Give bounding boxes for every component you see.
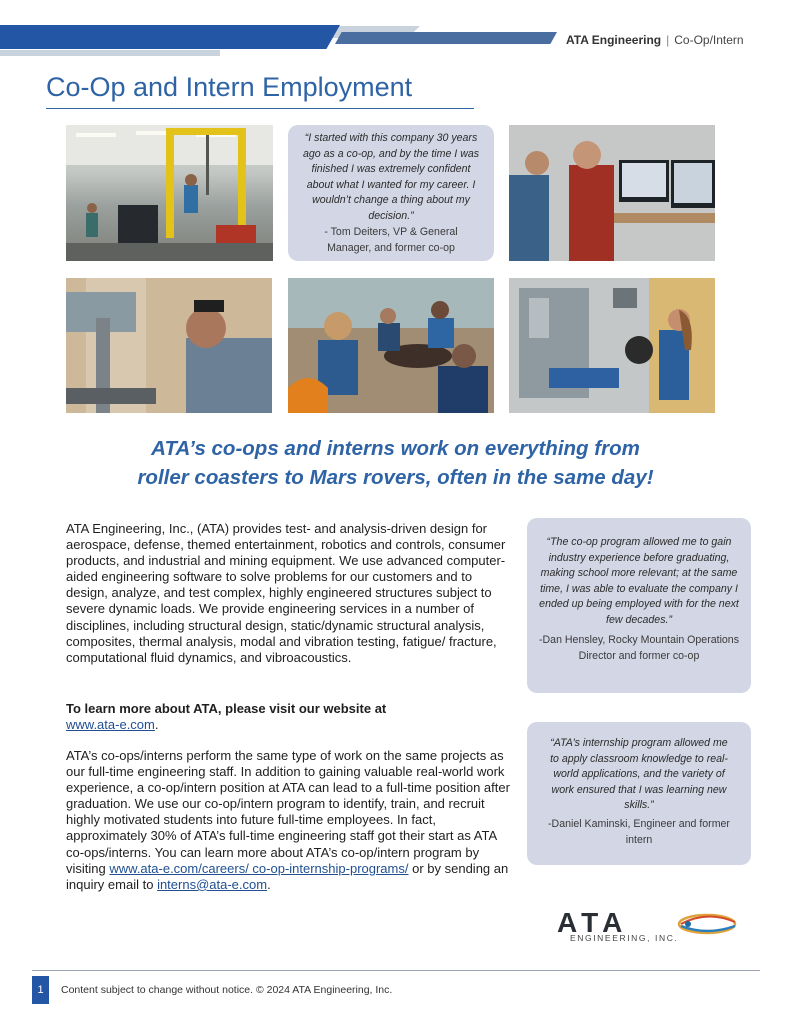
page-title: Co-Op and Intern Employment: [46, 72, 413, 102]
coop-paragraph-end: .: [267, 876, 271, 892]
learn-more-text: To learn more about ATA, please visit our website at: [66, 701, 387, 716]
header-stripe-bottom: [0, 50, 220, 56]
photo-engineer-drill: [66, 278, 272, 413]
photo-group-table-illustration: [288, 278, 494, 413]
careers-link[interactable]: www.ata-e.com/careers/ co-op-internship-programs/: [109, 860, 409, 876]
intro-paragraph: ATA Engineering, Inc., (ATA) provides test- and analysis-driven design for aerospace, defense, themed entertainment, robotics and controls, consumer products, and industrial and mining equipment. We use advanced computer-aided engineering software to solve problems for our customers and to design, analyze, and test complex, highly engineered structures subject to severe dynamic loads. We provide engineering services in a number of disciplines, including structural design, static/dynamic structural analysis, composites, thermal analysis, modal and vibration testing, fatigue/ fracture, computational fluid dynamics, and vibroacoustics.: [66, 521, 506, 665]
ata-logo-wordmark: ATA: [557, 908, 629, 938]
side-quote-2-text: “ATA’s internship program allowed me to apply classroom knowledge to real-world applications, and the variety of work ensured that I was learning new skills.”: [550, 737, 728, 812]
top-quote-text: “I started with this company 30 years ago as a co-op, and by the time I was finished I was extremely confident about what I wanted for my career. I wouldn’t change a thing about my decision.”: [302, 132, 480, 222]
coop-paragraph-text: ATA’s co-ops/interns perform the same type of work on the same projects as our full-time engineering staff. In addition to gaining valuable real-world work experience, a co-op/intern position at ATA can lead to a full-time position after graduation. We use our co-op/intern program to identify, train, and recruit highly motivated students into future full-time employees. In fact, approximately 30% of ATA’s full-time engineering staff got their start as ATA co-ops/interns. You can learn more about ATA’s co-op/intern program by visiting: [66, 748, 510, 876]
header-stripe-dark: [0, 25, 340, 49]
page-number: 1: [32, 976, 49, 1004]
title-underline: [46, 108, 474, 109]
photo-lab-equipment: [509, 278, 715, 413]
top-quote-box: [288, 125, 494, 261]
side-quote-2-attribution: -Daniel Kaminski, Engineer and former intern: [548, 818, 730, 846]
learn-more-paragraph: [66, 701, 510, 733]
coop-paragraph: [66, 748, 510, 893]
photo-engineers-computer-illustration: [509, 125, 715, 261]
header-separator: |: [666, 33, 670, 47]
header-section: Co-Op/Intern: [674, 33, 744, 47]
website-link[interactable]: www.ata-e.com: [66, 717, 155, 733]
side-quote-1-text: “The co-op program allowed me to gain industry experience before graduating, making school more relevant; at the same time, I was able to evaluate the company I ended up being employed with for the next few decades.”: [539, 536, 739, 626]
coop-paragraph-mid: or by sending an inquiry email to: [66, 860, 509, 892]
top-quote-attribution: - Tom Deiters, VP & General Manager, and former co-op: [324, 226, 458, 254]
photo-lab-equipment-illustration: [509, 278, 715, 413]
header-company: ATA Engineering: [566, 33, 662, 47]
logo-subtitle: ENGINEERING, INC.: [570, 933, 679, 943]
photo-test-lab: [66, 125, 273, 261]
website-period: .: [154, 717, 159, 733]
tagline-line-2: roller coasters to Mars rovers, often in the same day!: [137, 466, 654, 489]
side-quote-box-2: [527, 722, 751, 865]
header-stripe-mid: [335, 32, 557, 44]
header-label: [566, 33, 744, 47]
photo-group-table: [288, 278, 494, 413]
photo-test-lab-illustration: [66, 125, 273, 261]
tagline-line-1: ATA’s co-ops and interns work on everything from: [151, 437, 640, 460]
footer-disclaimer: Content subject to change without notice. © 2024 ATA Engineering, Inc.: [61, 984, 393, 996]
photo-engineers-computer: [509, 125, 715, 261]
footer-divider: [32, 970, 760, 971]
side-quote-box-1: [527, 518, 751, 693]
email-link[interactable]: interns@ata-e.com: [157, 876, 268, 892]
photo-engineer-drill-illustration: [66, 278, 272, 413]
tagline-banner: [40, 434, 751, 492]
side-quote-1-attribution: -Dan Hensley, Rocky Mountain Operations Director and former co-op: [539, 634, 739, 662]
